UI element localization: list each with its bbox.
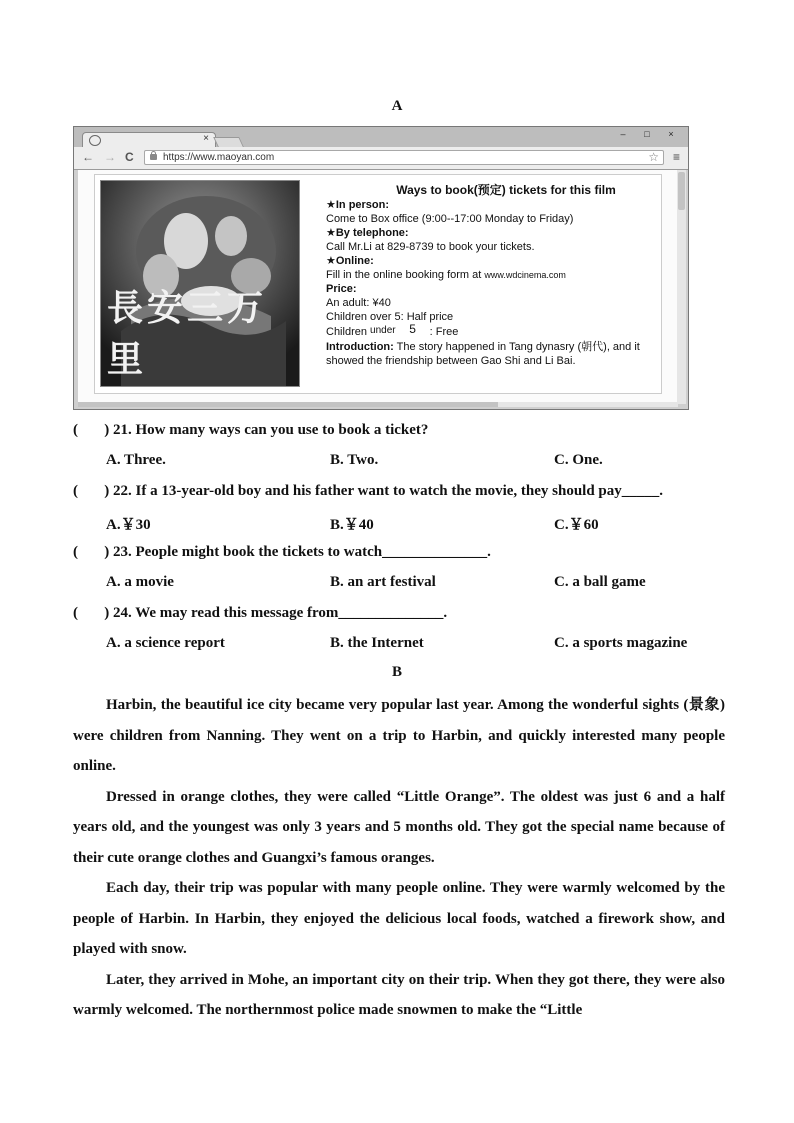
poster-title-art: 長安三万里 <box>107 287 268 380</box>
price-child-half: Children over 5: Half price <box>326 311 454 323</box>
booking-card <box>94 174 662 394</box>
intro-text: The story happened in Tang dynasry (朝代), and it showed the friendship between Gao Shi and Li Bai. <box>326 341 640 367</box>
maximize-icon[interactable]: □ <box>644 129 650 139</box>
question-22: ( ) 22. If a 13-year-old boy and his father want to watch the movie, they should pay_____. <box>73 483 664 499</box>
q23-option-c: C. a ball game <box>554 574 646 590</box>
minimize-icon[interactable]: – <box>620 129 626 139</box>
question-21: ( ) 21. How many ways can you use to book a ticket? <box>73 422 429 438</box>
question-24: ( ) 24. We may read this message from______________. <box>73 605 448 621</box>
section-a-heading: A <box>391 98 403 114</box>
forward-arrow-icon[interactable]: → <box>104 150 116 164</box>
browser-screenshot <box>73 126 689 410</box>
passage-paragraph-3: Each day, their trip was popular with many people online. They were warmly welcomed by the people of Harbin. In Harbin, they enjoyed the delicious local foods, watched a firework show, and played with snow. <box>73 880 725 957</box>
vertical-scrollbar[interactable] <box>677 170 686 404</box>
lock-icon <box>150 154 157 160</box>
reading-passage <box>73 690 725 1026</box>
vertical-scroll-thumb[interactable] <box>678 172 685 210</box>
intro-heading: Introduction: <box>326 341 394 353</box>
tab-close-icon[interactable]: × <box>203 133 209 144</box>
q24-option-b: B. the Internet <box>330 635 424 651</box>
passage-paragraph-1: Harbin, the beautiful ice city became very popular last year. Among the wonderful sights (景象) were children from Nanning. They went on a trip to Harbin, and quickly interested many people online. <box>73 697 725 774</box>
browser-toolbar <box>74 147 688 170</box>
booking-info <box>326 183 666 368</box>
telephone-heading: ★By telephone: <box>326 227 409 239</box>
q22-option-b: B.￥40 <box>330 517 374 533</box>
horizontal-scrollbar[interactable] <box>78 402 678 407</box>
price-free-line <box>326 324 666 340</box>
movie-poster <box>100 180 300 387</box>
question-23: ( ) 23. People might book the tickets to watch______________. <box>73 544 491 560</box>
horizontal-scroll-thumb[interactable] <box>78 402 498 407</box>
introduction <box>326 340 666 368</box>
q24-option-a: A. a science report <box>106 635 225 651</box>
price-adult: An adult: ¥40 <box>326 297 391 309</box>
online-text-line <box>326 268 666 282</box>
address-bar[interactable] <box>144 150 664 165</box>
online-url-link[interactable]: www.wdcinema.com <box>484 270 566 280</box>
online-heading: ★Online: <box>326 255 374 267</box>
price-free-value: : Free <box>429 326 459 338</box>
bookmark-star-icon[interactable]: ☆ <box>648 150 659 164</box>
q24-option-c: C. a sports magazine <box>554 635 688 651</box>
section-b-heading: B <box>391 664 402 680</box>
price-free-under: under <box>370 325 396 336</box>
passage-paragraph-4: Later, they arrived in Mohe, an important city on their trip. When they got there, they were also warmly welcomed. The northernmost police made snowmen to make the “Little <box>73 971 725 1018</box>
q23-option-b: B. an art festival <box>330 574 436 590</box>
telephone-text: Call Mr.Li at 829-8739 to book your tickets. <box>326 241 535 253</box>
browser-titlebar <box>74 127 688 147</box>
price-free-label: Children <box>326 326 371 338</box>
address-url: https://www.maoyan.com <box>163 152 275 163</box>
q21-option-a: A. Three. <box>106 452 166 468</box>
back-arrow-icon[interactable]: ← <box>82 150 94 164</box>
reload-icon[interactable]: C <box>125 150 134 164</box>
q22-option-c: C.￥60 <box>554 517 599 533</box>
favicon-icon <box>89 135 101 146</box>
window-close-icon[interactable]: × <box>668 129 674 139</box>
online-text: Fill in the online booking form at <box>326 269 485 281</box>
page-viewport <box>78 170 678 404</box>
in-person-text: Come to Box office (9:00--17:00 Monday to Friday) <box>326 213 574 225</box>
q21-option-b: B. Two. <box>330 452 379 468</box>
passage-paragraph-2: Dressed in orange clothes, they were called “Little Orange”. The oldest was just 6 and a half years old, and the youngest was only 3 years and 5 months old. They got the special name because of their cute orange clothes and Guangxi’s famous oranges. <box>73 788 725 866</box>
price-heading: Price: <box>326 283 357 295</box>
browser-tab[interactable] <box>82 132 216 147</box>
q23-option-a: A. a movie <box>106 574 174 590</box>
price-free-age: 5 <box>409 322 416 336</box>
q21-option-c: C. One. <box>554 452 603 468</box>
booking-title: Ways to book(预定) tickets for this film <box>396 183 616 197</box>
menu-icon[interactable]: ≡ <box>672 150 680 164</box>
q22-option-a: A.￥30 <box>106 517 151 533</box>
in-person-heading: ★In person: <box>326 199 390 211</box>
